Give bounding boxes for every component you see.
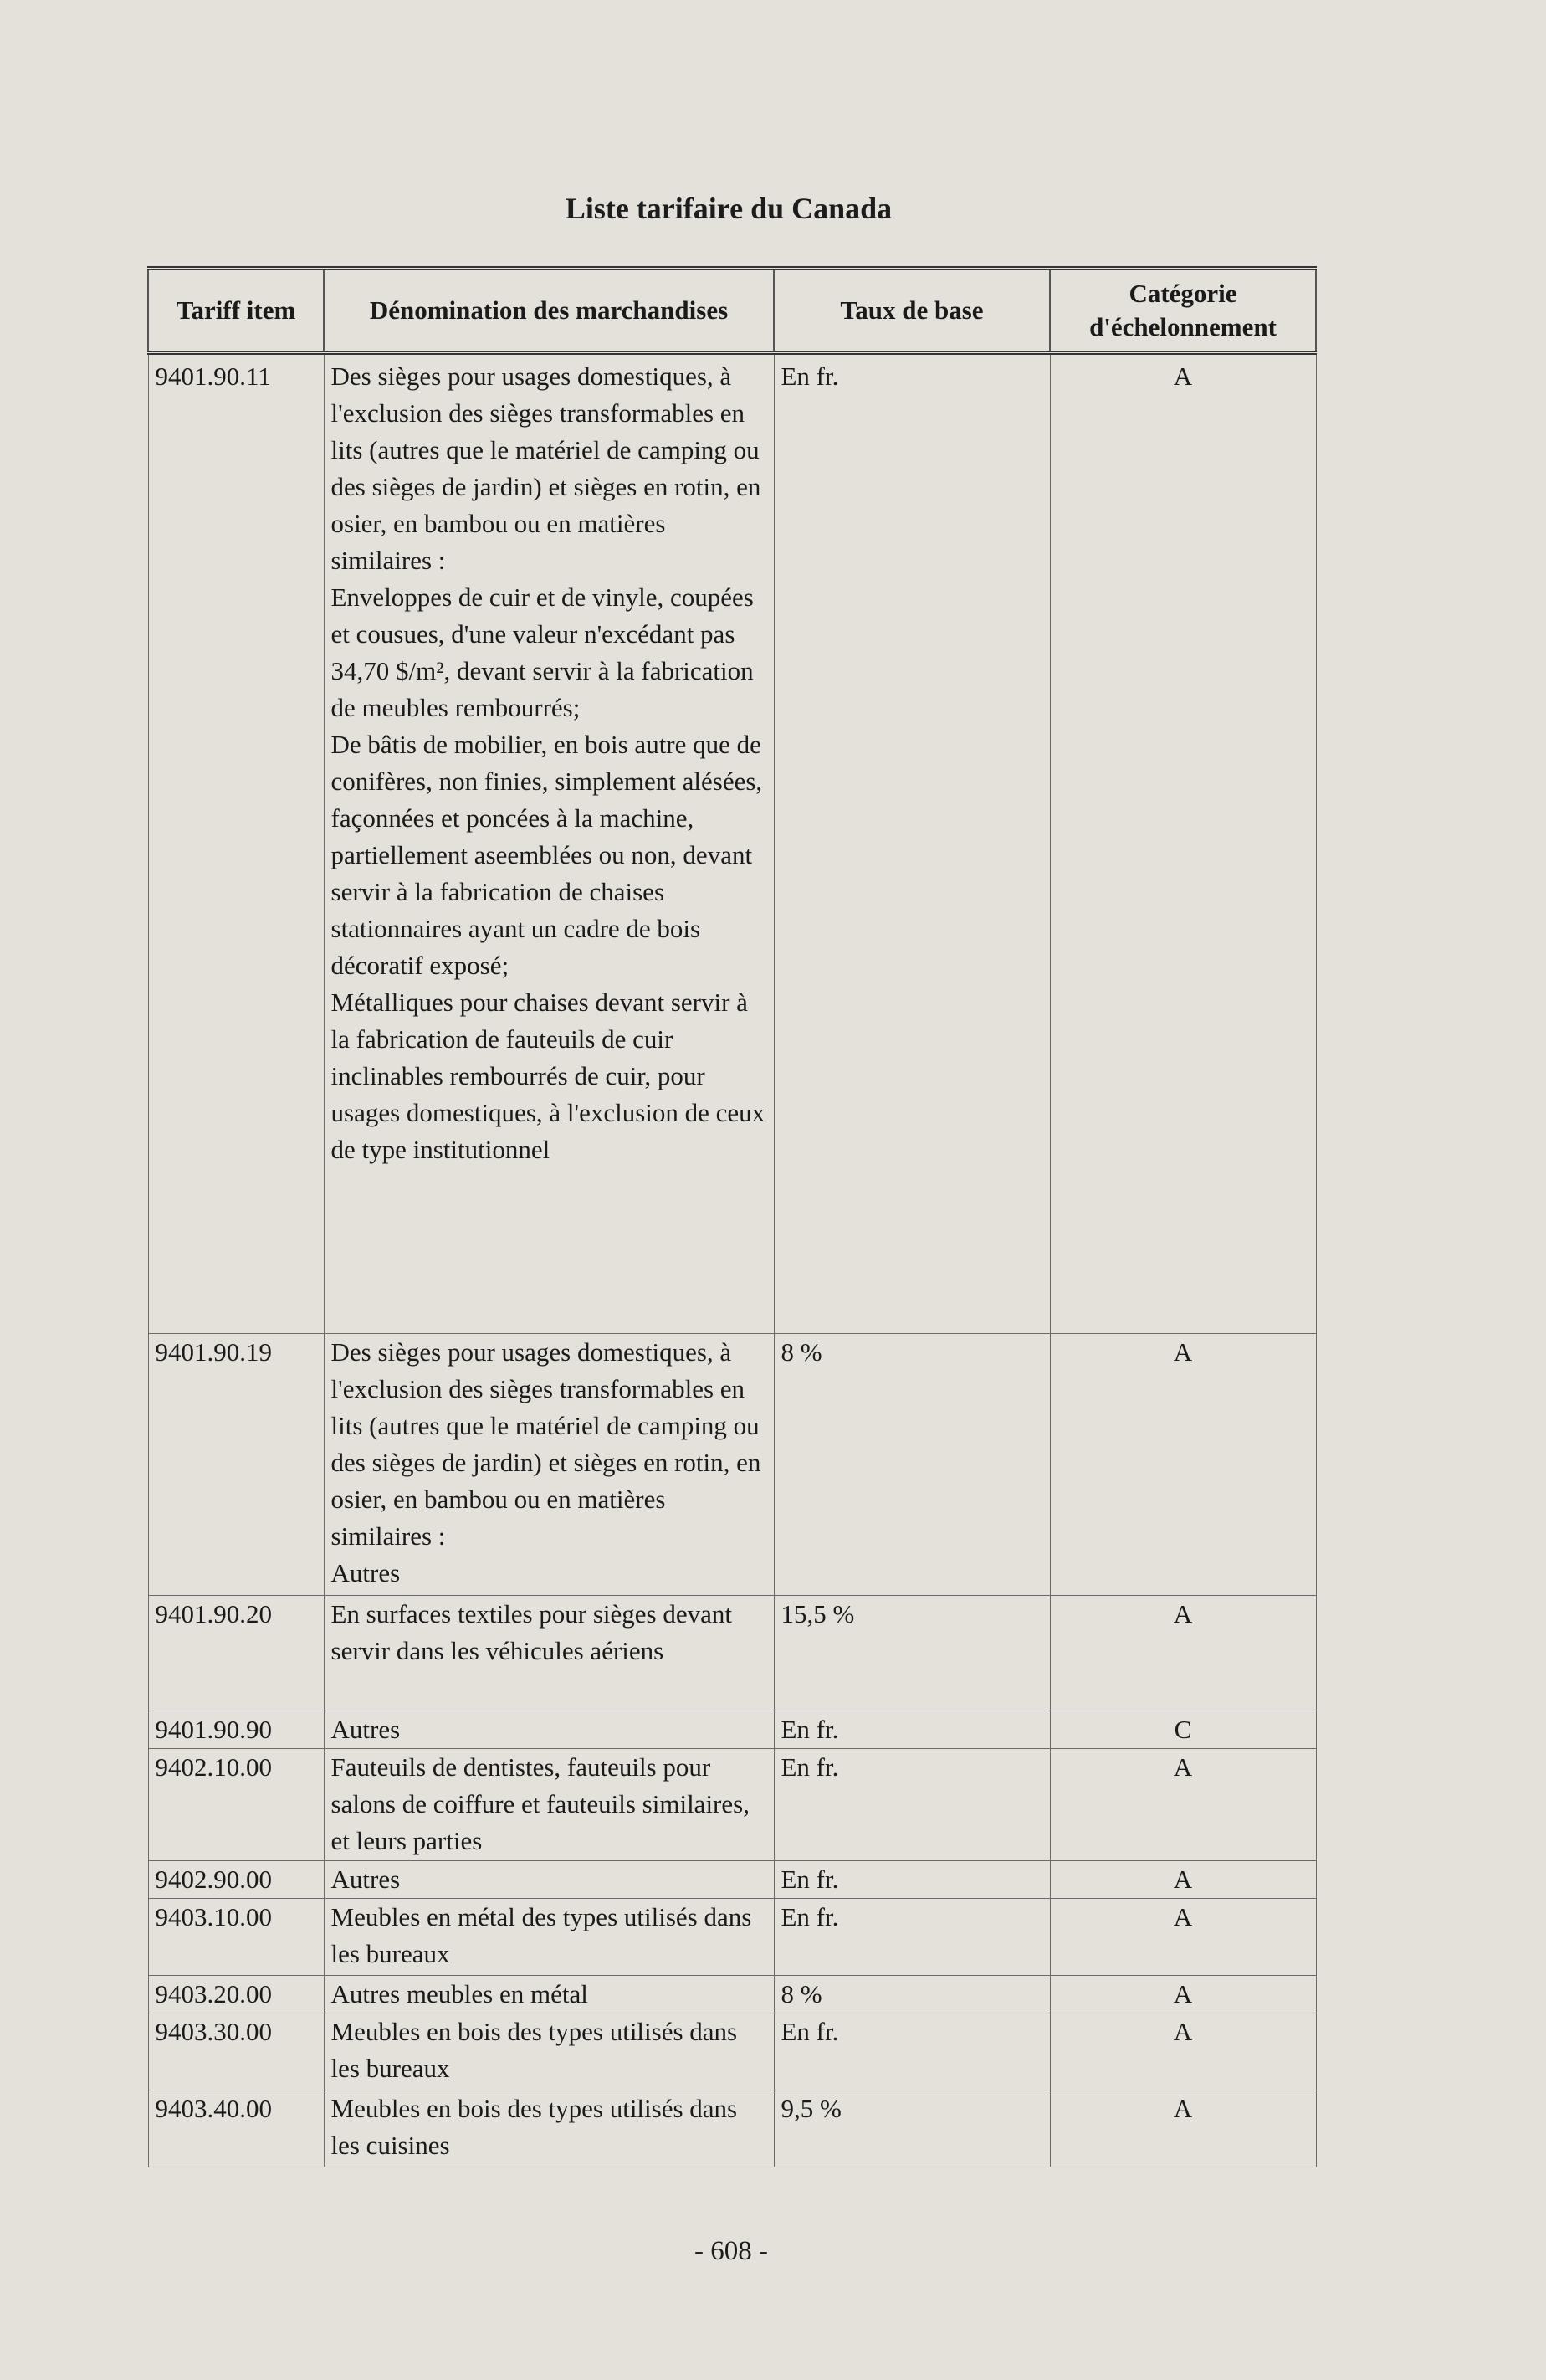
tariff-table — [147, 266, 1317, 2167]
description-cell: Meubles en bois des types utilisés dans les bureaux — [324, 2013, 774, 2090]
base-rate-cell: 8 % — [774, 1334, 1050, 1596]
category-cell: A — [1050, 2013, 1316, 2090]
category-cell: A — [1050, 1899, 1316, 1976]
header-staging-category: Catégorie d'échelonnement — [1050, 269, 1316, 353]
description-subitem: De bâtis de mobilier, en bois autre que de conifères, non finies, simplement alésées, façonnées et poncées à la machine, partiellement aseemblées ou non, devant servir à la fabrication de chaises stationnaires ayant un cadre de bois décoratif exposé; — [330, 730, 763, 980]
tariff-item-cell: 9403.40.00 — [148, 2090, 324, 2167]
category-cell: A — [1050, 1334, 1316, 1596]
category-cell: A — [1050, 1861, 1316, 1899]
table-row — [148, 1596, 1316, 1711]
base-rate-cell: 9,5 % — [774, 2090, 1050, 2167]
table-row — [148, 1899, 1316, 1976]
description-subitem: Autres — [330, 1558, 401, 1588]
description-cell — [324, 1334, 774, 1596]
tariff-item-cell: 9402.10.00 — [148, 1749, 324, 1861]
table-row — [148, 1334, 1316, 1596]
base-rate-cell: En fr. — [774, 1749, 1050, 1861]
base-rate-cell: En fr. — [774, 1861, 1050, 1899]
base-rate-cell: 8 % — [774, 1976, 1050, 2013]
description-text: Des sièges pour usages domestiques, à l'exclusion des sièges transformables en lits (autres que le matériel de camping ou des sièges de jardin) et sièges en rotin, en osier, en bambou ou en matières similaires : — [330, 1337, 761, 1551]
header-base-rate: Taux de base — [774, 269, 1050, 353]
description-cell: Autres meubles en métal — [324, 1976, 774, 2013]
tariff-item-cell: 9401.90.20 — [148, 1596, 324, 1711]
base-rate-cell: En fr. — [774, 1899, 1050, 1976]
description-cell: Fauteuils de dentistes, fauteuils pour salons de coiffure et fauteuils similaires, et leurs parties — [324, 1749, 774, 1861]
description-cell — [324, 353, 774, 1334]
tariff-item-cell: 9401.90.11 — [148, 353, 324, 1334]
tariff-item-cell: 9401.90.19 — [148, 1334, 324, 1596]
table-row — [148, 353, 1316, 1334]
category-cell: A — [1050, 1596, 1316, 1711]
description-subitem: Enveloppes de cuir et de vinyle, coupées et cousues, d'une valeur n'excédant pas 34,70 $/m², devant servir à la fabrication de meubles rembourrés; — [330, 582, 754, 722]
base-rate-cell: En fr. — [774, 1711, 1050, 1749]
category-cell: A — [1050, 353, 1316, 1334]
description-cell: Meubles en bois des types utilisés dans les cuisines — [324, 2090, 774, 2167]
table-row — [148, 1711, 1316, 1749]
base-rate-cell: En fr. — [774, 2013, 1050, 2090]
tariff-item-cell: 9403.10.00 — [148, 1899, 324, 1976]
tariff-item-cell: 9402.90.00 — [148, 1861, 324, 1899]
table-row — [148, 1976, 1316, 2013]
description-cell: Autres — [324, 1711, 774, 1749]
table-row — [148, 1861, 1316, 1899]
tariff-item-cell: 9401.90.90 — [148, 1711, 324, 1749]
table-header-row — [148, 269, 1316, 353]
tariff-item-cell: 9403.30.00 — [148, 2013, 324, 2090]
page-number: - 608 - — [694, 2236, 768, 2266]
category-cell: C — [1050, 1711, 1316, 1749]
table-row — [148, 2013, 1316, 2090]
description-text: Des sièges pour usages domestiques, à l'exclusion des sièges transformables en lits (autres que le matériel de camping ou des sièges de jardin) et sièges en rotin, en osier, en bambou ou en matières similaires : — [330, 362, 761, 575]
base-rate-cell: En fr. — [774, 353, 1050, 1334]
category-cell: A — [1050, 1976, 1316, 2013]
category-cell: A — [1050, 1749, 1316, 1861]
tariff-item-cell: 9403.20.00 — [148, 1976, 324, 2013]
page-title: Liste tarifaire du Canada — [565, 192, 893, 225]
description-cell: Meubles en métal des types utilisés dans les bureaux — [324, 1899, 774, 1976]
description-subitem: Métalliques pour chaises devant servir à la fabrication de fauteuils de cuir inclinables rembourrés de cuir, pour usages domestiques, à l'exclusion de ceux de type institutionnel — [330, 987, 765, 1164]
table-row — [148, 2090, 1316, 2167]
base-rate-cell: 15,5 % — [774, 1596, 1050, 1711]
table-row — [148, 1749, 1316, 1861]
category-cell: A — [1050, 2090, 1316, 2167]
header-description: Dénomination des marchandises — [324, 269, 774, 353]
description-cell: Autres — [324, 1861, 774, 1899]
header-tariff-item: Tariff item — [148, 269, 324, 353]
description-cell: En surfaces textiles pour sièges devant servir dans les véhicules aériens — [324, 1596, 774, 1711]
